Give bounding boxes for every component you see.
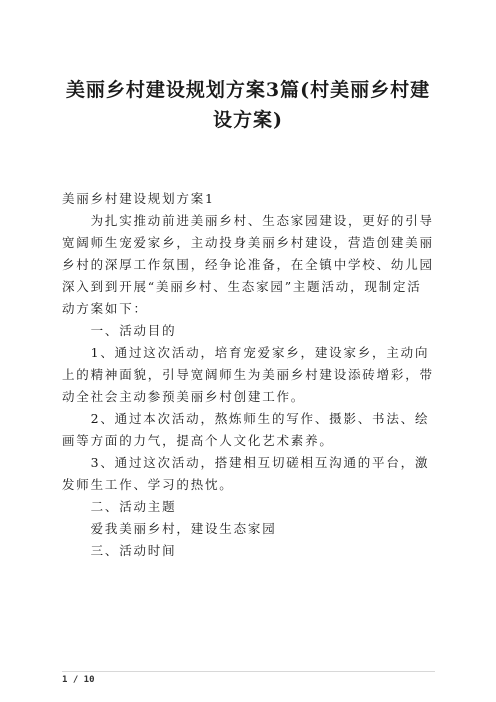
document-title-line-1: 美丽乡村建设规划方案3篇(村美丽乡村建 [65,79,431,101]
section-heading: 美丽乡村建设规划方案1 [62,191,215,206]
body-line: 宽阔师生宠爱家乡，主动投身美丽乡村建设，营造创建美丽 [62,235,434,250]
body-line: 爱我美丽乡村，建设生态家园 [62,521,277,536]
body-line: 乡村的深厚工作氛围，经争论准备，在全镇中学校、幼儿园 [62,257,434,272]
document-title-line-2: 设方案) [213,109,283,131]
body-line: 动全社会主动参预美丽乡村创建工作。 [62,389,306,404]
page-indicator: 1 / 10 [62,675,95,685]
body-line: 深入到到开展“美丽乡村、生态家园”主题活动，现制定活 [62,279,422,294]
body-line: 1、通过这次活动，培育宠爱家乡，建设家乡，主动向 [62,345,430,360]
body-line: 二、活动主题 [62,499,177,514]
body-line: 动方案如下： [62,301,148,316]
body-line: 2、通过本次活动，熬炼师生的写作、摄影、书法、绘 [62,411,430,426]
footer-divider [62,671,435,672]
body-line: 三、活动时间 [62,543,177,558]
body-line: 发师生工作、学习的热忱。 [62,477,234,492]
body-line: 画等方面的力气，提高个人文化艺术素养。 [62,433,334,448]
document-body [62,188,435,562]
body-line: 3、通过这次活动，搭建相互切磋相互沟通的平台，激 [62,455,430,470]
body-line: 一、活动目的 [62,323,177,338]
body-line: 为扎实推动前进美丽乡村、生态家园建设，更好的引导 [62,213,434,228]
body-line: 上的精神面貌，引导宽阔师生为美丽乡村建设添砖增彩，带 [62,367,434,382]
